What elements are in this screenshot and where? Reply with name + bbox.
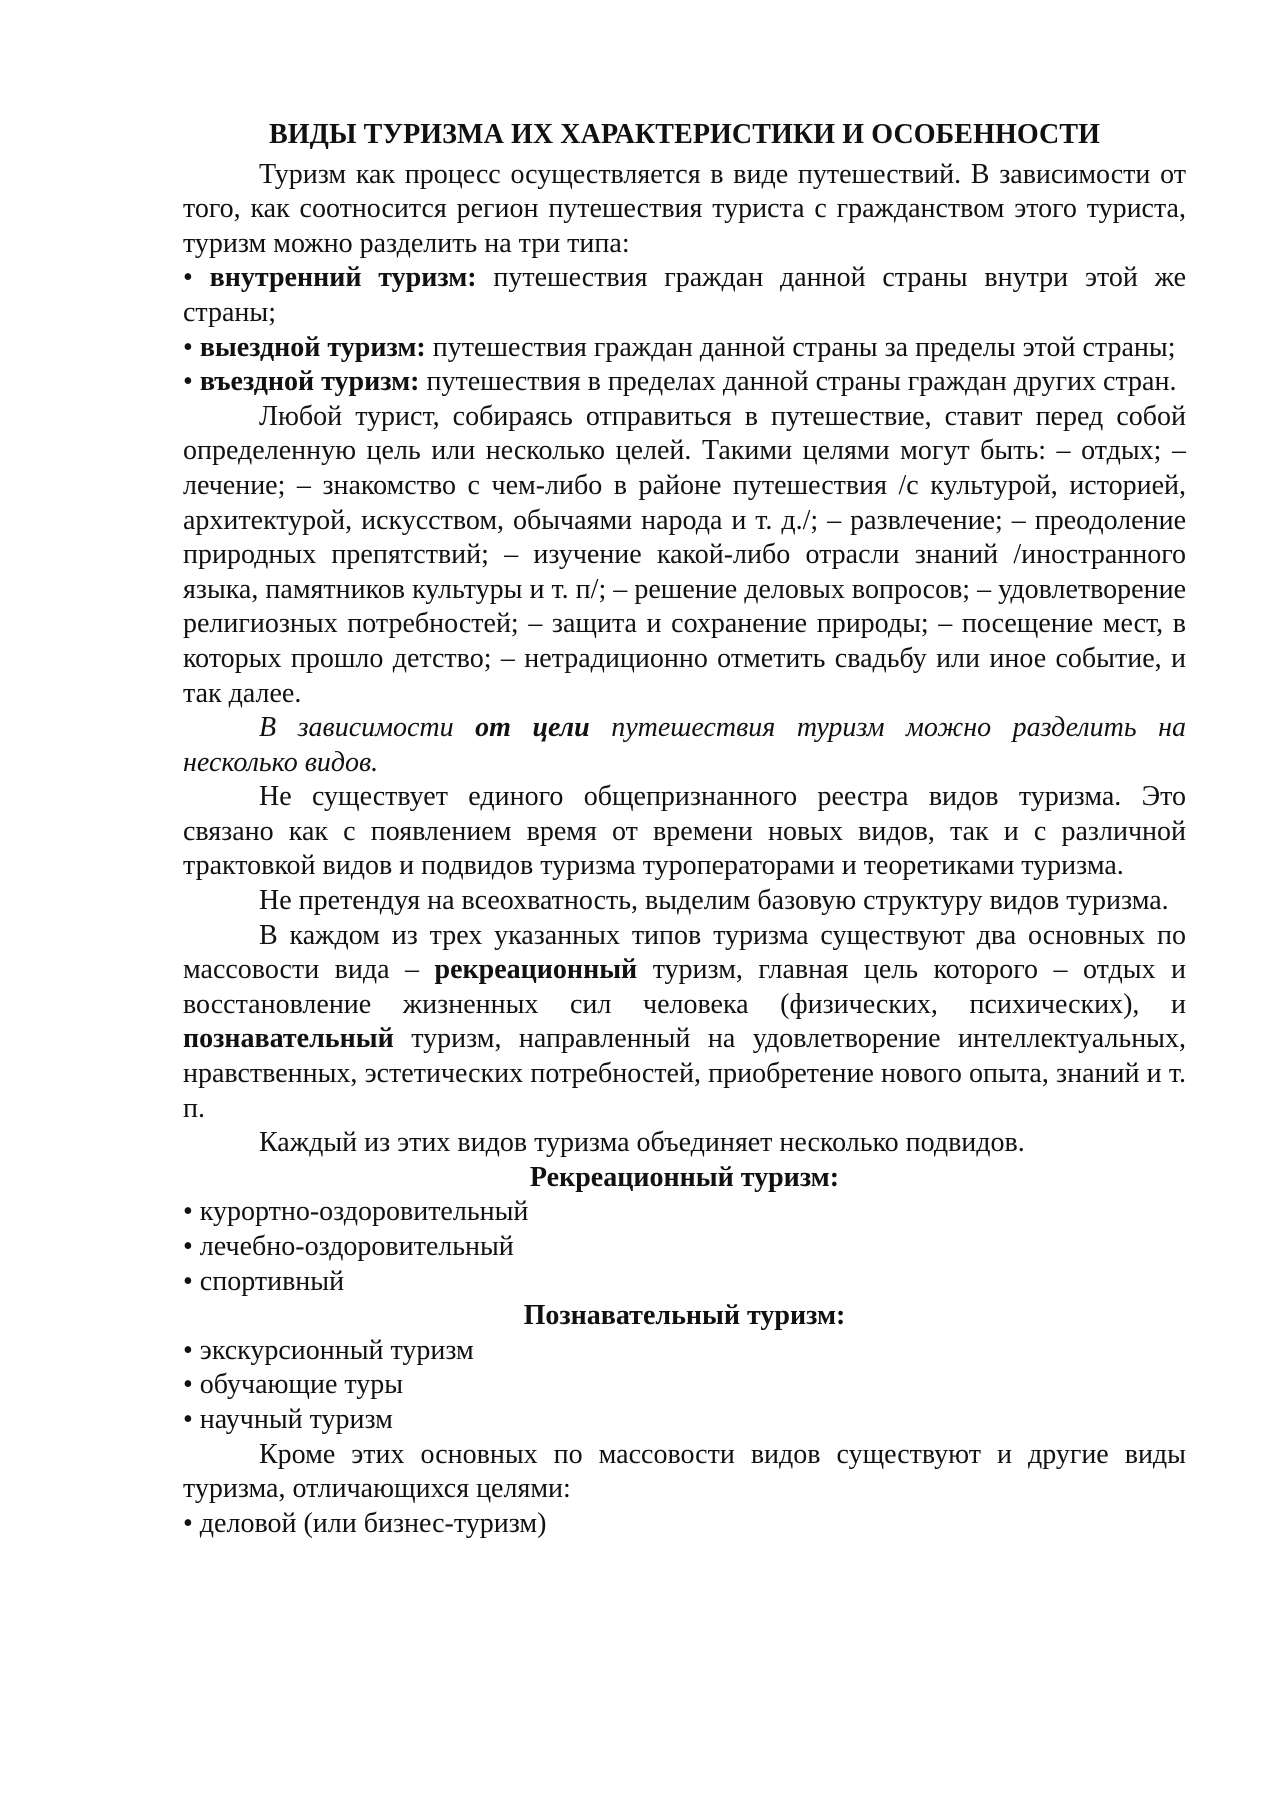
goal-division-before: В зависимости — [259, 712, 476, 744]
main-types-recreational: рекреационный — [434, 954, 638, 986]
main-types-cognitive: познавательный — [183, 1023, 394, 1055]
document-page — [183, 118, 1186, 1541]
bullet: • — [183, 331, 193, 363]
main-types-part3: туризм, направленный на удовлетворение интеллектуальных, нравственных, эстетических потребностей, приобретение нового опыта, знаний и т. п. — [183, 1023, 1186, 1124]
other-types-list — [183, 1507, 1186, 1542]
cognitive-list — [183, 1334, 1186, 1438]
intro-paragraph: Туризм как процесс осуществляется в виде путешествий. В зависимости от того, как соотносится регион путешествия туриста с гражданством этого туриста, туризм можно разделить на три типа: — [183, 158, 1186, 259]
main-types-part1: В каждом из трех указанных типов туризма существуют два основных по массовости вида – — [183, 919, 1186, 986]
list-item: • курортно-оздоровительный — [183, 1196, 529, 1228]
tourism-type-inbound — [183, 365, 1186, 400]
bullet: • — [183, 262, 193, 294]
tourism-type-term: выездной туризм: — [199, 331, 426, 363]
other-types-paragraph: Кроме этих основных по массовости видов существуют и другие виды туризма, отличающихся целями: — [183, 1438, 1186, 1505]
recreational-list — [183, 1195, 1186, 1299]
list-item: • обучающие туры — [183, 1369, 404, 1401]
registry-paragraph: Не существует единого общепризнанного реестра видов туризма. Это связано как с появлением время от времени новых видов, так и с различной трактовкой видов и подвидов туризма туроператорами и теоретиками туризма. — [183, 781, 1186, 882]
list-item: • научный туризм — [183, 1403, 393, 1435]
main-types-part2: туризм, главная цель которого – отдых и восстановление жизненных сил человека (физических, психических), и — [183, 954, 1186, 1020]
list-item: • лечебно-оздоровительный — [183, 1231, 514, 1262]
goal-division-paragraph — [183, 711, 1186, 780]
list-item: • спортивный — [183, 1265, 345, 1297]
tourism-type-outbound — [183, 331, 1186, 366]
recreational-heading: Рекреационный туризм: — [529, 1161, 840, 1193]
structure-paragraph: Не претендуя на всеохватность, выделим базовую структуру видов туризма. — [259, 885, 1169, 917]
tourism-type-term: въездной туризм: — [199, 366, 420, 398]
goal-division-after: путешествия туризм можно разделить на несколько видов. — [183, 712, 1186, 778]
tourism-type-term: внутренний туризм: — [209, 262, 477, 294]
document-title: ВИДЫ ТУРИЗМА ИХ ХАРАКТЕРИСТИКИ И ОСОБЕННОСТИ — [268, 119, 1101, 150]
tourism-type-text: путешествия граждан данной страны за пределы этой страны; — [425, 331, 1176, 363]
goals-paragraph: Любой турист, собираясь отправиться в путешествие, ставит перед собой определенную цель или несколько целей. Такими целями могут быть: – отдых; – лечение; – знакомство с чем-либо в районе путешествия /с культурой, историей, архитектурой, искусством, обычаями народа и т. д./; – развлечение; – преодоление природных препятствий; – изучение какой-либо отрасли знаний /иностранного языка, памятников культуры и т. п/; – решение деловых вопросов; – удовлетворение религиозных потребностей; – защита и сохранение природы; – посещение мест, в которых прошло детство; – нетрадиционно отметить свадьбу или иное событие, и так далее. — [183, 400, 1186, 709]
tourism-type-text: путешествия граждан данной страны внутри этой же страны; — [183, 262, 1187, 328]
list-item: • экскурсионный туризм — [183, 1334, 474, 1366]
goal-division-bold: от цели — [475, 712, 590, 744]
bullet: • — [183, 366, 193, 398]
subtypes-paragraph: Каждый из этих видов туризма объединяет несколько подвидов. — [259, 1127, 1025, 1159]
cognitive-heading: Познавательный туризм: — [523, 1300, 846, 1332]
list-item: • деловой (или бизнес-туризм) — [183, 1507, 547, 1539]
tourism-type-text: путешествия в пределах данной страны граждан других стран. — [419, 366, 1177, 398]
main-types-paragraph — [183, 919, 1186, 1127]
tourism-type-internal — [183, 261, 1186, 330]
